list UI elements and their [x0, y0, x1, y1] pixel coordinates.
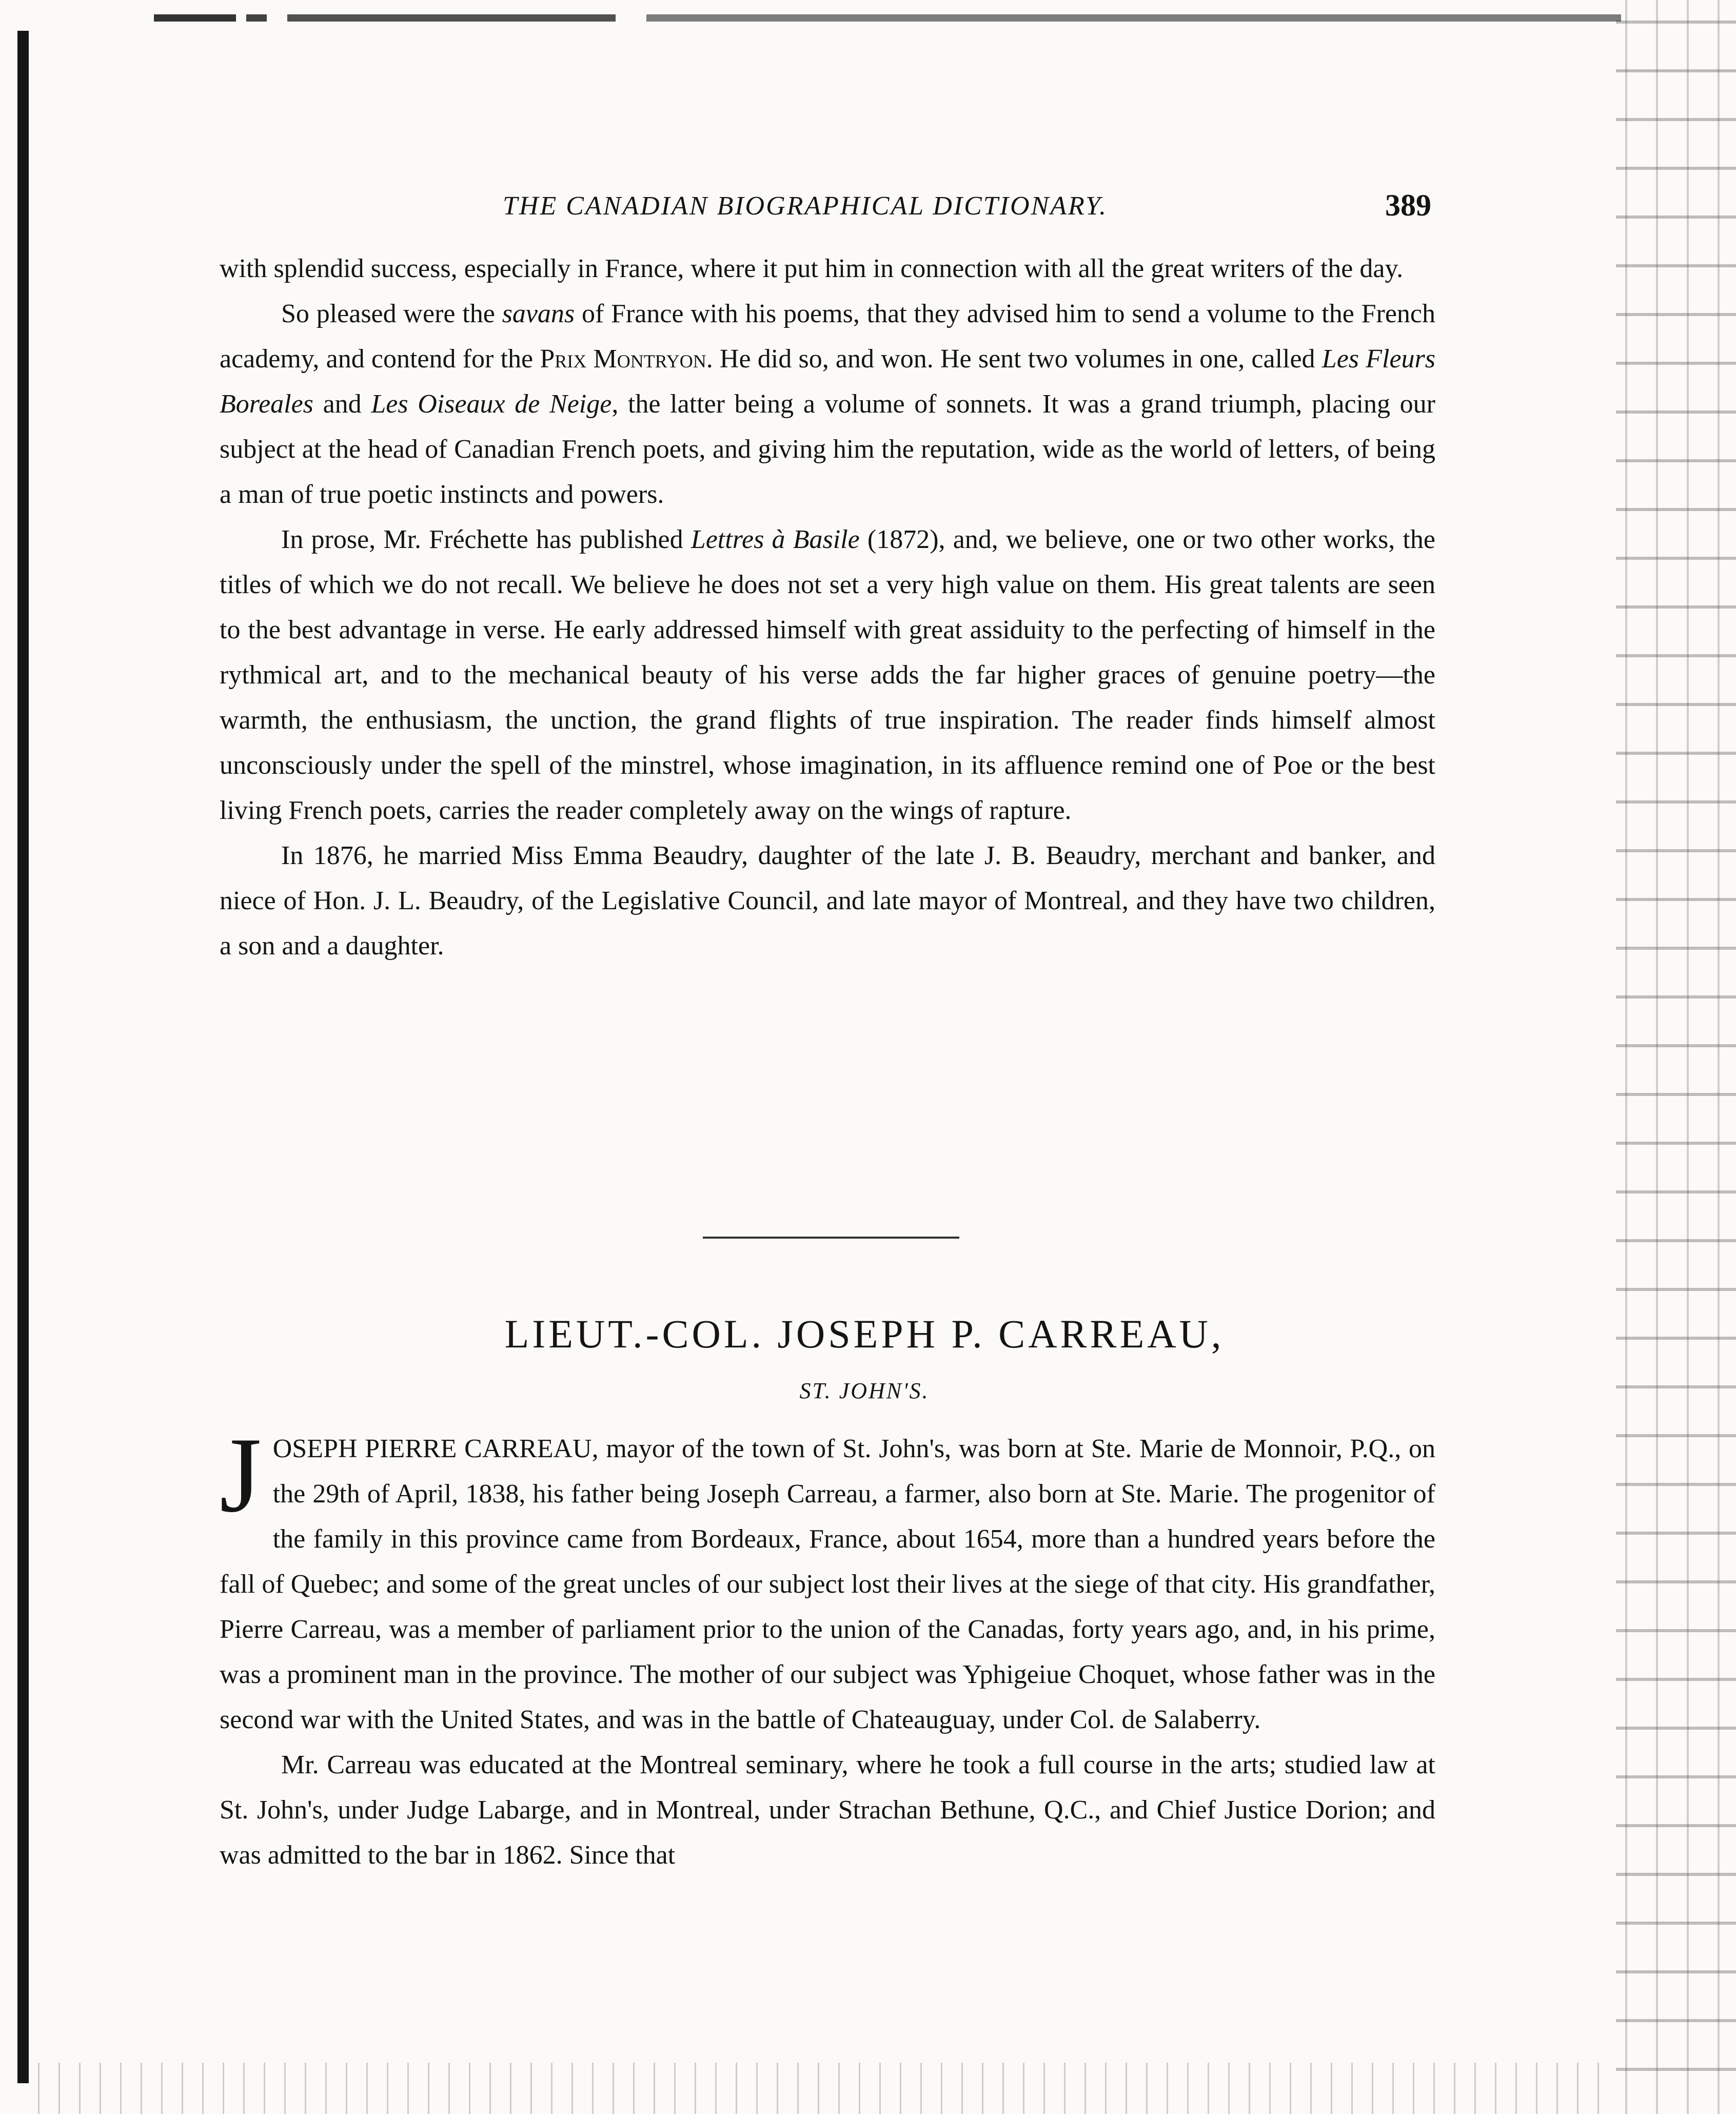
section-divider	[703, 1237, 959, 1239]
scan-bottom-noise	[31, 2063, 1616, 2114]
paragraph: with splendid success, especially in France, where it put him in connection with all the great writers of the day.	[220, 254, 1404, 283]
paragraph: In prose, Mr. Fréchette has published Lettres à Basile (1872), and, we believe, one or two other works, the titles of which we do not recall. We believe he does not set a very high value on them. His great talents are seen to the best advantage in verse. He early addressed himself with great assiduity to the perfecting of himself in the rythmical art, and to the mechanical beauty of his verse adds the far higher graces of genuine poetry—the warmth, the enthusiasm, the unction, the grand flights of true inspiration. The reader finds himself almost unconsciously under the spell of the minstrel, whose imagination, in its affluence remind one of Poe or the best living French poets, carries the reader completely away on the wings of rapture.	[220, 525, 1435, 825]
continued-biography	[220, 246, 1435, 969]
book-title: Lettres à Basile	[691, 525, 860, 554]
page-header	[215, 188, 1431, 232]
article-title: LIEUT.-COL. JOSEPH P. CARREAU,	[504, 1312, 1225, 1356]
article-body	[220, 1416, 1435, 1878]
italic-term: savans	[502, 299, 575, 328]
prize-name: Prix Montryon	[540, 344, 706, 374]
book-title: Les Fleurs Boreales	[220, 344, 1435, 419]
scan-right-edge-noise	[1616, 0, 1736, 2114]
scan-binding-shadow	[17, 31, 29, 2083]
paragraph: Mr. Carreau was educated at the Montreal seminary, where he took a full course in the arts; studied law at St. John's, under Judge Labarge, and in Montreal, under Strachan Bethune, Q.C., and Chief Justice Dorion; and was admitted to the bar in 1862. Since that	[220, 1750, 1435, 1870]
article-subtitle: ST. JOHN'S.	[799, 1378, 930, 1403]
paragraph: JOSEPH PIERRE CARREAU, mayor of the town of St. John's, was born at Ste. Marie de Monnoir, P.Q., on the 29th of April, 1838, his father being Joseph Carreau, a farmer, also born at Ste. Marie. The progenitor of the family in this province came from Bordeaux, France, about 1654, more than a hundred years before the fall of Quebec; and some of the great uncles of our subject lost their lives at the siege of that city. His grandfather, Pierre Carreau, was a member of parliament prior to the union of the Canadas, forty years ago, and, in his prime, was a prominent man in the province. The mother of our subject was Yphigeiue Choquet, whose father was in the second war with the United States, and was in the battle of Chateauguay, under Col. de Salaberry.	[220, 1416, 1435, 1734]
paragraph: So pleased were the savans of France with his poems, that they advised him to send a volume to the French academy, and contend for the Prix Montryon. He did so, and won. He sent two volumes in one, called Les Fleurs Boreales and Les Oiseaux de Neige, the latter being a volume of sonnets. It was a grand triumph, placing our subject at the head of Canadian French poets, and giving him the reputation, wide as the world of letters, of being a man of true poetic instincts and powers.	[220, 299, 1435, 509]
page-number: 389	[1385, 188, 1431, 222]
running-title: THE CANADIAN BIOGRAPHICAL DICTIONARY.	[503, 191, 1108, 221]
paragraph: In 1876, he married Miss Emma Beaudry, daughter of the late J. B. Beaudry, merchant and banker, and niece of Hon. J. L. Beaudry, of the Legislative Council, and late mayor of Montreal, and they have two children, a son and a daughter.	[220, 841, 1435, 961]
drop-cap: J	[220, 1416, 262, 1535]
book-title: Les Oiseaux de Neige	[371, 389, 612, 419]
scan-top-rule	[154, 14, 1621, 22]
